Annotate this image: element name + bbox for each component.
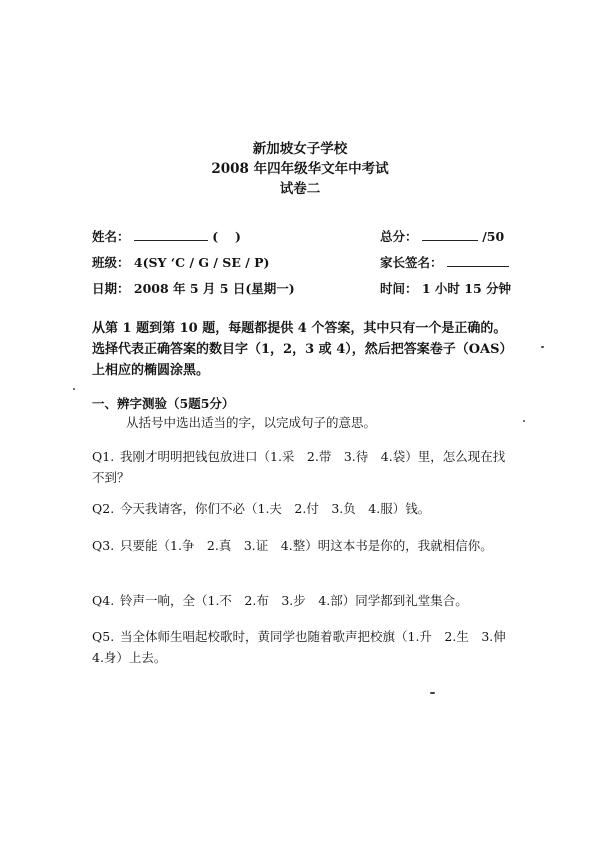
parent-signature-field (380, 253, 509, 271)
question-number: Q4. (92, 593, 115, 608)
class-label: 班级： (92, 255, 130, 270)
date-label: 日期： (92, 281, 130, 296)
school-name: 新加坡女子学校 (252, 141, 348, 157)
time-value: 1 小时 15 分钟 (421, 281, 512, 296)
question-number: Q5. (92, 629, 115, 644)
question-text: 当全体师生唱起校歌时，黄同学也随着歌声把校旗（1.升 2.生 3.伸 4.身）上去。 (92, 629, 519, 665)
question-text: 今天我请客，你们不必（1.夫 2.付 3.负 4.服）钱。 (120, 501, 431, 516)
total-label: 总分： (380, 229, 418, 244)
time-field (380, 279, 511, 297)
class-value: 4(SY ‘C / G / SE / P) (133, 255, 270, 270)
question-5 (92, 626, 519, 668)
name-label: 姓名： (92, 229, 130, 244)
instructions: 从第 1 题到第 10 题，每题都提供 4 个答案，其中只有一个是正确的。选择代表正确答案的数目字（1，2，3 或 4），然后把答案卷子（OAS）上相应的椭圆涂黑。 (92, 321, 507, 378)
name-index-paren: ( ) (212, 229, 241, 244)
name-blank (134, 240, 208, 241)
question-number: Q3. (92, 538, 115, 553)
class-field (92, 253, 269, 271)
section-title: 一、辨字测验（5题5分） (92, 396, 235, 411)
question-text: 铃声一响，全（1.不 2.布 3.步 4.部）同学都到礼堂集合。 (120, 593, 468, 608)
scan-speck (541, 346, 544, 348)
paper-title: 试卷二 (279, 181, 321, 197)
question-number: Q2. (92, 501, 115, 516)
date-field (92, 279, 295, 297)
question-text: 只要能（1.争 2.真 3.证 4.整）明这本书是你的，我就相信你。 (120, 538, 493, 553)
question-1 (92, 446, 516, 488)
section-subtitle: 从括号中选出适当的字，以完成句子的意思。 (126, 415, 377, 430)
question-3 (92, 535, 516, 556)
total-score-field (380, 227, 504, 245)
time-label: 时间： (380, 281, 418, 296)
scan-speck (430, 692, 435, 694)
parent-label: 家长签名： (380, 255, 443, 270)
question-text: 我刚才明明把钱包放进口（1.采 2.带 3.待 4.袋）里，怎么现在找不到？ (92, 449, 506, 485)
total-blank (422, 240, 478, 241)
parent-signature-blank (447, 266, 509, 267)
question-number: Q1. (92, 449, 115, 464)
name-field (92, 227, 241, 245)
total-value: /50 (482, 229, 505, 244)
scan-speck (73, 388, 75, 390)
date-value: 2008 年 5 月 5 日(星期一) (133, 281, 295, 296)
question-2 (92, 498, 516, 519)
question-4 (92, 590, 516, 611)
scan-speck (523, 420, 525, 422)
exam-title: 2008 年四年级华文年中考试 (211, 161, 389, 177)
